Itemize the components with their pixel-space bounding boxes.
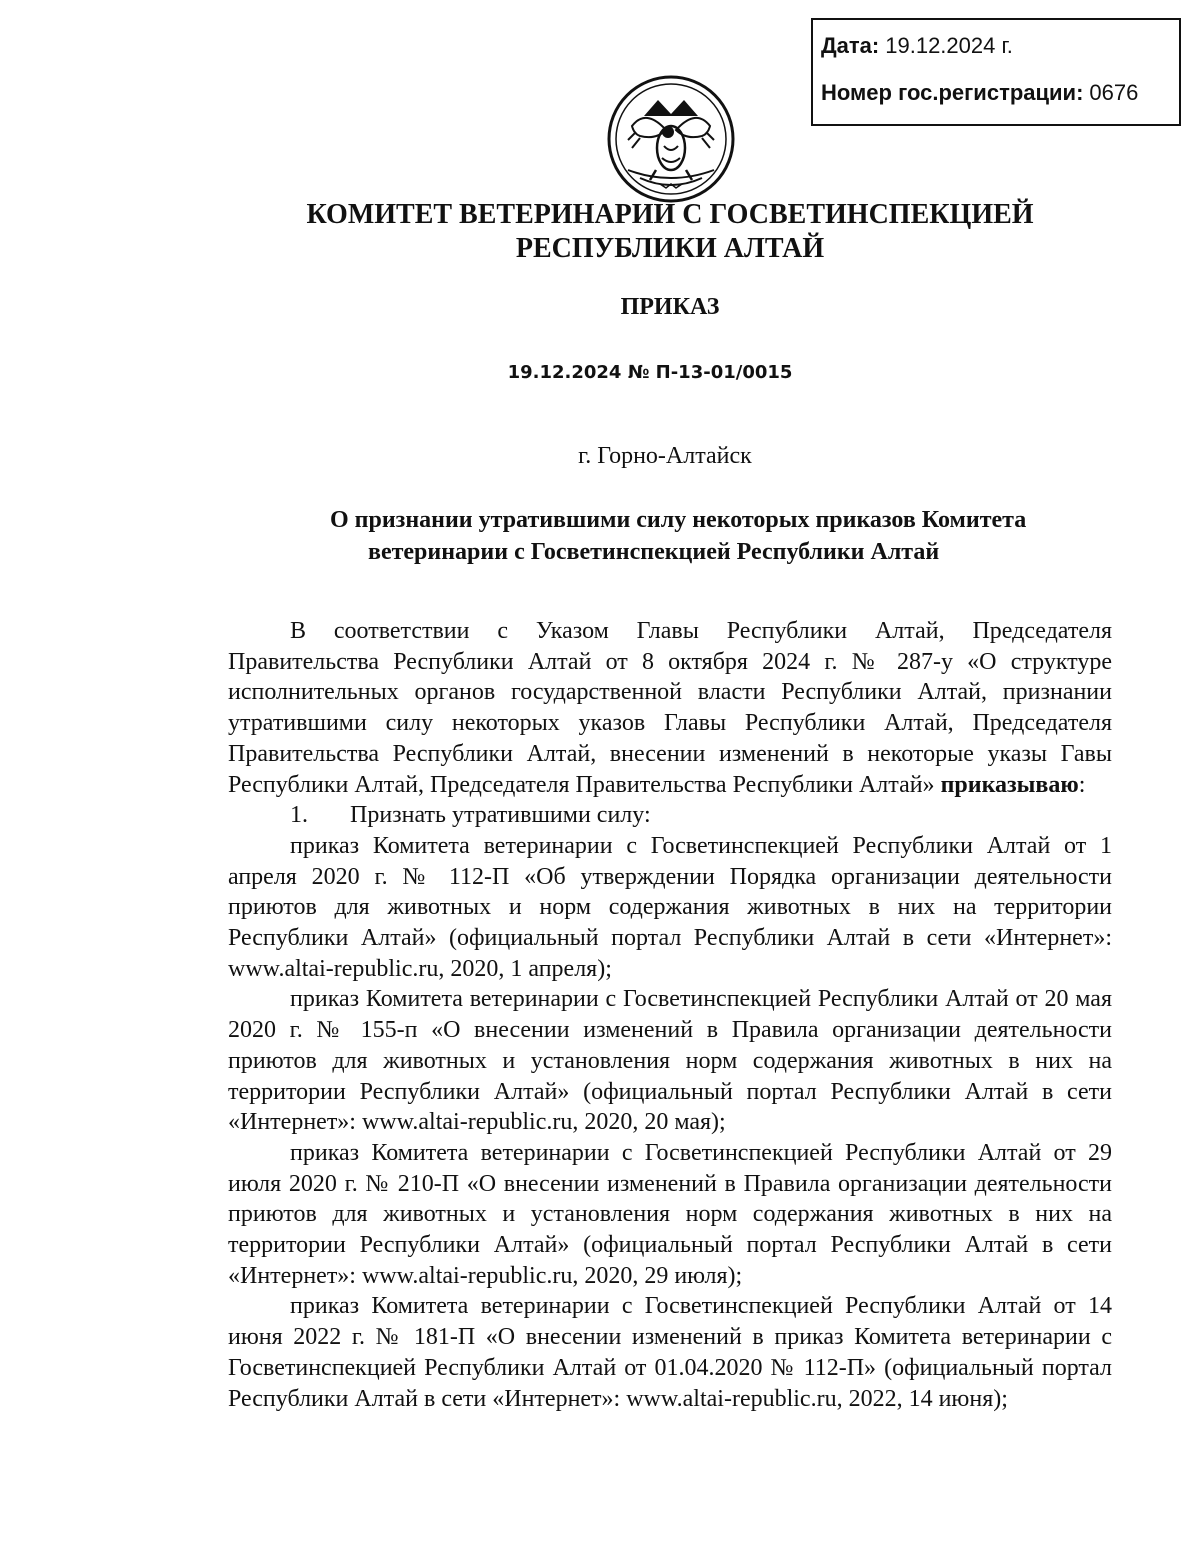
intro-text: В соответствии с Указом Главы Республики Алтай, Председателя Правительства Республики Алтай от 8 октября 2024 г. № 287-у «О структуре исполнительных органов государственной власти Республики Алтай, признании утратившими силу некоторых указов Главы Республики Алтай, Председателя Правительства Республики Алтай, внесении изменений в некоторые указы Гавы Республики Алтай, Председателя Правительства Республики Алтай» — [228, 618, 1112, 798]
revoked-order-paragraph: приказ Комитета ветеринарии с Госветинспекцией Республики Алтай от 1 апреля 2020 г. № 112-П «Об утверждении Порядка организации деятельности приютов для животных и норм содержания животных в них на территории Республики Алтай» (официальный портал Республики Алтай в сети «Интернет»: www.altai-republic.ru, 2020, 1 апреля); — [228, 832, 1112, 982]
list-item-1 — [228, 800, 1112, 831]
registration-stamp — [811, 18, 1181, 126]
document-date-number: 19.12.2024 № П-13-01/0015 — [507, 362, 793, 383]
organization-name-line1: КОМИТЕТ ВЕТЕРИНАРИИ С ГОСВЕТИНСПЕКЦИЕЙ — [306, 199, 1034, 230]
date-value: 19.12.2024 г. — [885, 33, 1013, 58]
coat-of-arms-icon — [606, 74, 736, 204]
document-body — [228, 616, 1112, 1414]
document-city: г. Горно-Алтайск — [578, 443, 752, 469]
revoked-order-paragraph: приказ Комитета ветеринарии с Госветинспекцией Республики Алтай от 20 мая 2020 г. № 155-п «О внесении изменений в Правила организации деятельности приютов для животных и установления норм содержания животных в них на территории Республики Алтай» (официальный портал Республики Алтай в сети «Интернет»: www.altai-republic.ru, 2020, 20 мая); — [228, 986, 1112, 1136]
revoked-order-paragraph: приказ Комитета ветеринарии с Госветинспекцией Республики Алтай от 14 июня 2022 г. № 181-П «О внесении изменений в приказ Комитета ветеринарии с Госветинспекцией Республики Алтай от 01.04.2020 № 112-П» (официальный портал Республики Алтай в сети «Интернет»: www.altai-republic.ru, 2022, 14 июня); — [228, 1293, 1112, 1412]
revoked-order-paragraph: приказ Комитета ветеринарии с Госветинспекцией Республики Алтай от 29 июля 2020 г. № 210-П «О внесении изменений в Правила организации деятельности приютов для животных и установления норм содержания животных в них на территории Республики Алтай» (официальный портал Республики Алтай в сети «Интернет»: www.altai-republic.ru, 2020, 29 июля); — [228, 1139, 1112, 1289]
list-item-number: 1. — [290, 802, 308, 829]
number-value: 0676 — [1089, 80, 1139, 105]
intro-order-word: приказываю — [940, 771, 1079, 798]
document-type: ПРИКАЗ — [620, 294, 720, 320]
intro-colon: : — [1078, 771, 1086, 798]
registration-number — [821, 81, 1179, 105]
date-label: Дата: — [821, 33, 880, 58]
document-title-line2: ветеринарии с Госветинспекцией Республики Алтай — [368, 539, 940, 565]
number-label: Номер гос.регистрации: — [821, 80, 1084, 105]
document-title-line1: О признании утратившими силу некоторых приказов Комитета — [330, 507, 1027, 533]
registration-date — [821, 34, 1179, 58]
document-title — [330, 504, 1090, 568]
organization-name-line2: РЕСПУБЛИКИ АЛТАЙ — [515, 233, 825, 264]
intro-paragraph — [228, 616, 1112, 800]
organization-name — [0, 198, 1200, 266]
list-item-text: Признать утратившими силу: — [350, 802, 651, 829]
